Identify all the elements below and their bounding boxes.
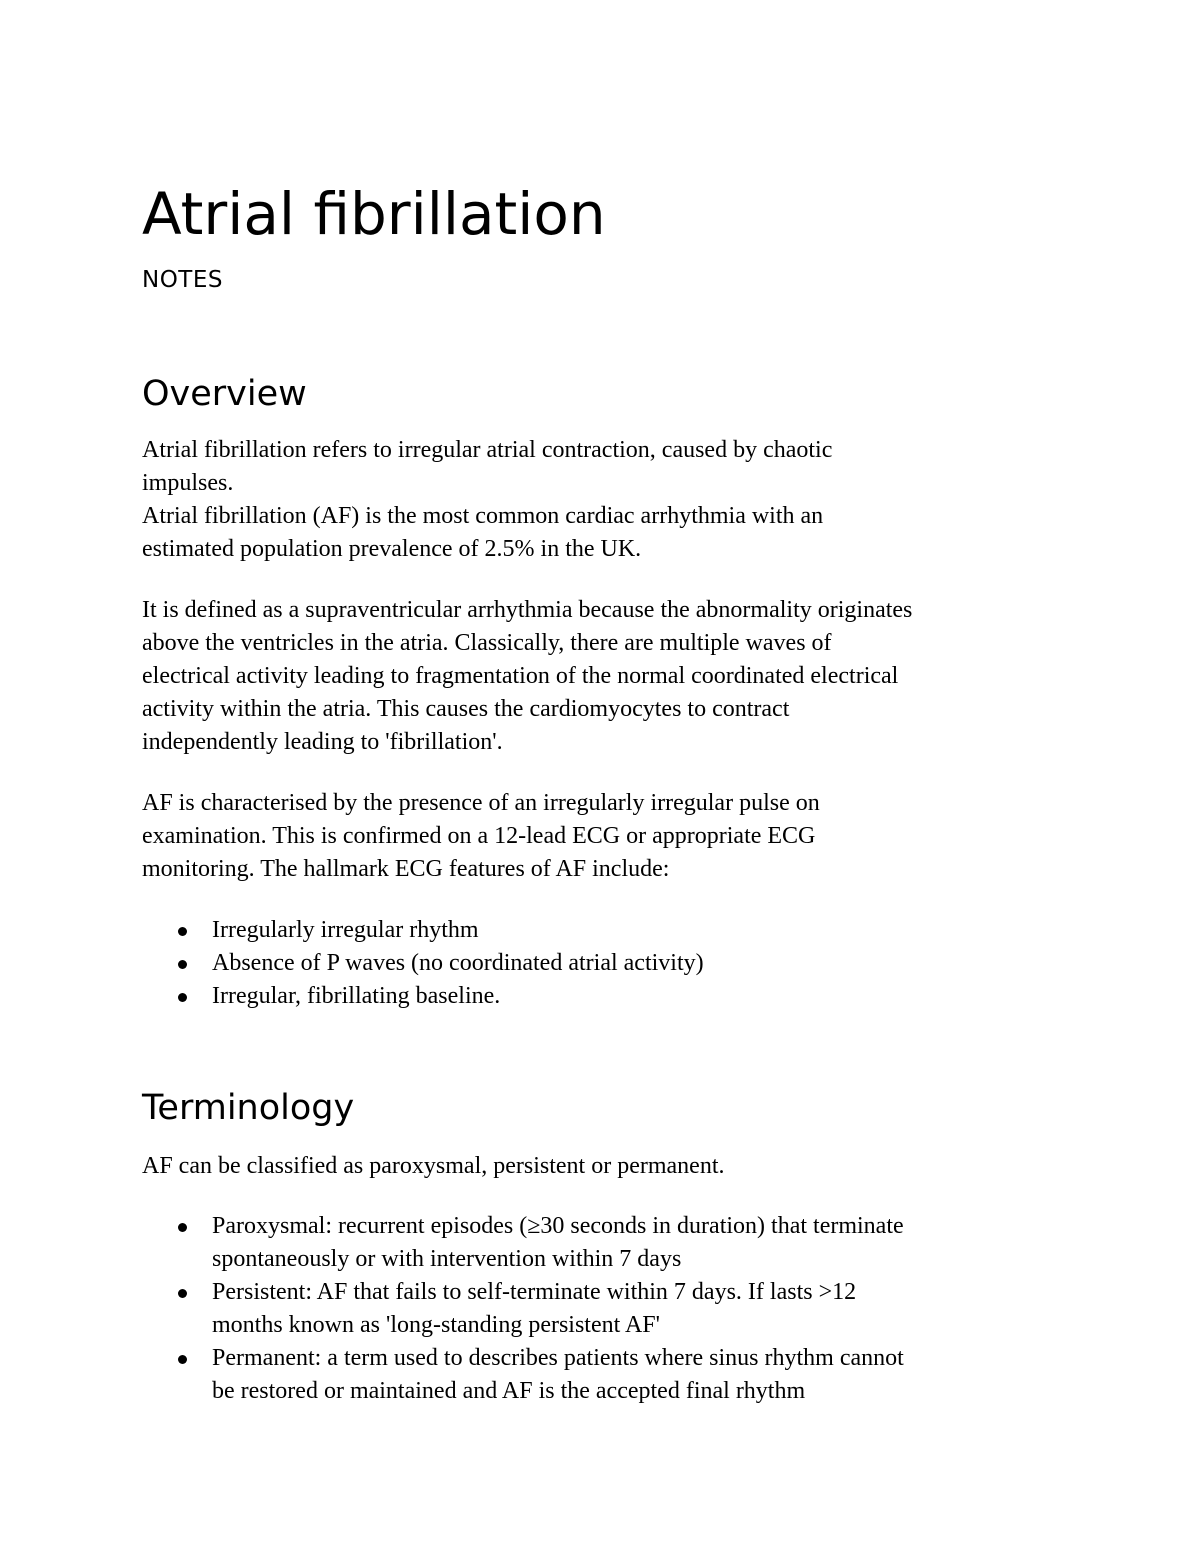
text-line: Atrial fibrillation (AF) is the most common cardiac arrhythmia with an [142, 503, 824, 529]
text-line: activity within the atria. This causes the cardiomyocytes to contract [142, 696, 790, 722]
bullet-icon [178, 1223, 187, 1232]
list-item-text: Persistent: AF that fails to self-terminate within 7 days. If lasts >12 [212, 1279, 857, 1305]
bullet-icon [178, 927, 187, 936]
overview-paragraph-2 [142, 594, 1062, 759]
bullet-icon [178, 1289, 187, 1298]
text-line: independently leading to 'fibrillation'. [142, 729, 503, 755]
document-subtitle: NOTES [142, 267, 223, 293]
text-line: AF can be classified as paroxysmal, persistent or permanent. [142, 1153, 725, 1179]
overview-paragraph-3 [142, 787, 1062, 886]
text-line: examination. This is confirmed on a 12-lead ECG or appropriate ECG [142, 823, 816, 849]
bullet-icon [178, 1355, 187, 1364]
af-classification-list [142, 1210, 1062, 1408]
bullet-icon [178, 960, 187, 969]
list-item-text: Permanent: a term used to describes patients where sinus rhythm cannot [212, 1345, 904, 1371]
list-item-text: spontaneously or with intervention within 7 days [212, 1246, 682, 1272]
list-item-text: Irregularly irregular rhythm [212, 917, 479, 943]
list-item-text: Irregular, fibrillating baseline. [212, 983, 501, 1009]
text-line: monitoring. The hallmark ECG features of AF include: [142, 856, 670, 882]
text-line: It is defined as a supraventricular arrhythmia because the abnormality originates [142, 597, 913, 623]
text-line: electrical activity leading to fragmentation of the normal coordinated electrical [142, 663, 899, 689]
list-item [142, 1342, 1062, 1408]
section-heading-overview: Overview [142, 374, 307, 414]
ecg-features-list [142, 914, 1062, 1013]
list-item [142, 914, 1062, 947]
overview-paragraph-1 [142, 434, 1062, 566]
list-item [142, 947, 1062, 980]
text-line: Atrial fibrillation refers to irregular atrial contraction, caused by chaotic [142, 437, 833, 463]
bullet-icon [178, 993, 187, 1002]
terminology-paragraph-1 [142, 1150, 1062, 1183]
text-line: above the ventricles in the atria. Classically, there are multiple waves of [142, 630, 832, 656]
text-line: impulses. [142, 470, 234, 496]
list-item-text: be restored or maintained and AF is the accepted final rhythm [212, 1378, 806, 1404]
list-item [142, 1210, 1062, 1276]
list-item [142, 980, 1062, 1013]
text-line: AF is characterised by the presence of an irregularly irregular pulse on [142, 790, 820, 816]
list-item-text: months known as 'long-standing persistent AF' [212, 1312, 660, 1338]
text-line: estimated population prevalence of 2.5% in the UK. [142, 536, 642, 562]
list-item-text: Absence of P waves (no coordinated atrial activity) [212, 950, 704, 976]
list-item [142, 1276, 1062, 1342]
list-item-text: Paroxysmal: recurrent episodes (≥30 seconds in duration) that terminate [212, 1213, 904, 1239]
section-heading-terminology: Terminology [142, 1088, 355, 1128]
document-title: Atrial fibrillation [142, 180, 606, 248]
